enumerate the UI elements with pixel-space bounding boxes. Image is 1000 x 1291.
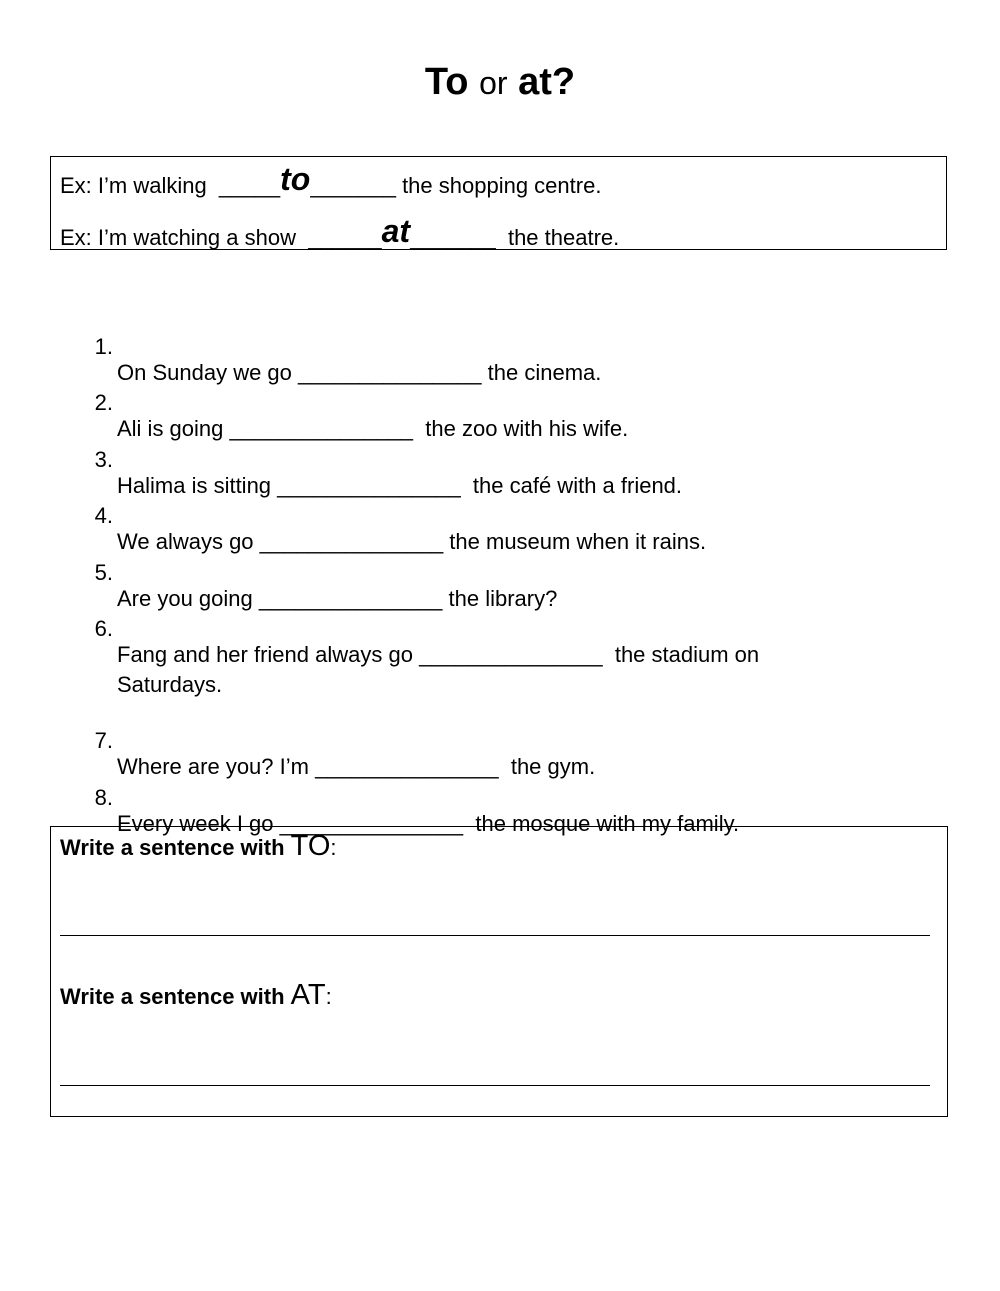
at-answer-line[interactable] bbox=[60, 1085, 930, 1086]
question-number: 5. bbox=[94, 560, 113, 585]
page-title bbox=[0, 60, 1000, 105]
example-2-answer: at bbox=[381, 213, 411, 249]
question-number: 7. bbox=[94, 728, 113, 753]
write-to-prompt bbox=[60, 831, 337, 863]
example-line-1 bbox=[60, 161, 602, 199]
example-1-after: _______ the shopping centre. bbox=[310, 173, 602, 198]
question-text: Ali is going _______________ the zoo with his wife. bbox=[117, 416, 629, 441]
prompt-prefix: Write a sentence with bbox=[60, 984, 291, 1009]
question-number: 2. bbox=[94, 390, 113, 415]
prompt-at-word: AT bbox=[290, 979, 326, 1011]
question-number: 4. bbox=[94, 503, 113, 528]
question-text: Every week I go _______________ the mosque with my family. bbox=[117, 811, 740, 836]
title-or: or bbox=[479, 65, 508, 101]
prompt-prefix: Write a sentence with bbox=[60, 835, 291, 860]
prompt-to-word: TO bbox=[290, 830, 331, 862]
example-1-answer: to bbox=[280, 161, 311, 197]
question-text: We always go _______________ the museum when it rains. bbox=[117, 529, 707, 554]
prompt-colon: : bbox=[330, 835, 337, 860]
question-text-continuation: Saturdays. bbox=[117, 672, 223, 697]
example-1-before: Ex: I’m walking _____ bbox=[60, 173, 281, 198]
question-text: Where are you? I’m _______________ the gym. bbox=[117, 754, 596, 779]
question-text: Fang and her friend always go _______________ the stadium on bbox=[117, 642, 760, 667]
write-at-prompt bbox=[60, 980, 332, 1012]
title-to: To bbox=[424, 61, 469, 103]
question-text: Halima is sitting _______________ the café with a friend. bbox=[117, 473, 683, 498]
example-box bbox=[50, 156, 947, 250]
to-answer-line[interactable] bbox=[60, 935, 930, 936]
example-2-after: _______ the theatre. bbox=[410, 225, 620, 250]
prompt-colon: : bbox=[325, 984, 332, 1009]
question-number: 8. bbox=[94, 785, 113, 810]
question-number: 6. bbox=[94, 616, 113, 641]
example-2-before: Ex: I’m watching a show ______ bbox=[60, 225, 382, 250]
question-number: 1. bbox=[94, 334, 113, 359]
question-number: 3. bbox=[94, 447, 113, 472]
question-text: Are you going _______________ the library? bbox=[117, 586, 558, 611]
write-sentence-box bbox=[50, 826, 948, 1117]
example-line-2 bbox=[60, 213, 620, 251]
question-text: On Sunday we go _______________ the cinema. bbox=[117, 360, 602, 385]
title-at: at? bbox=[518, 61, 576, 103]
